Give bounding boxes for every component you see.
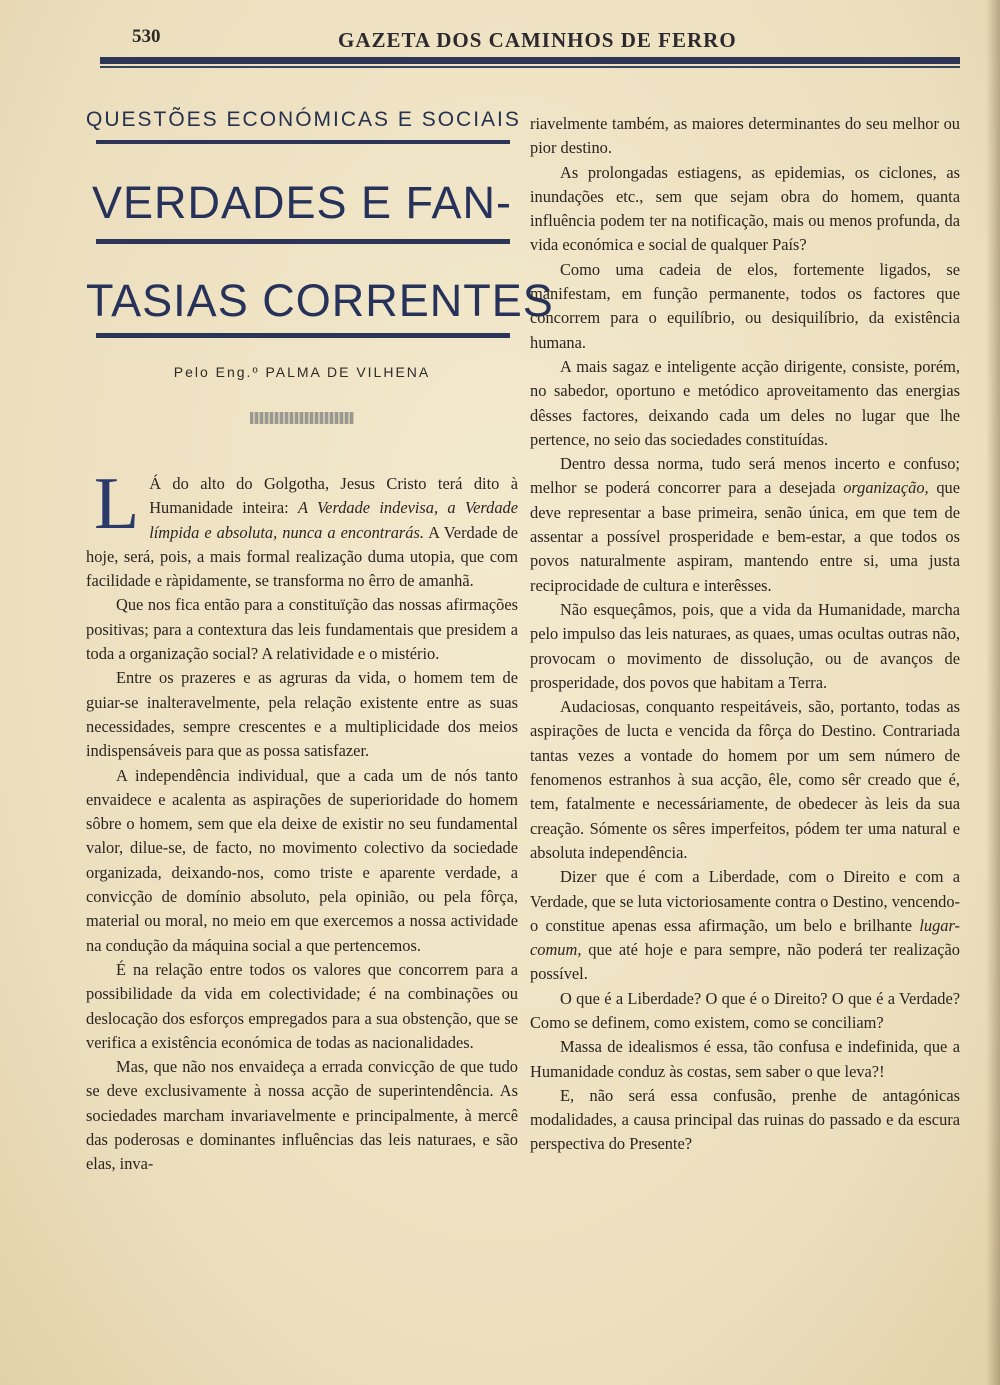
paragraph: Que nos fica então para a constituïção das nossas afirmações positivas; para a contextura das leis fundamentais que presidem a toda a organização social? A relatividade e o mistério. [86, 595, 518, 664]
left-body-text [86, 463, 518, 1177]
paragraph-text: que até hoje e para sempre, não poderá ter realização possível. [530, 940, 960, 984]
header-rule [100, 57, 960, 64]
paragraph: Massa de idealismos é essa, tão confusa e indefinida, que a Humanidade conduz às costas, sem saber o que leva?! [530, 1037, 960, 1081]
title-rule-2 [96, 333, 510, 338]
article-title-line-1: VERDADES E FAN- [91, 177, 513, 228]
paragraph: O que é a Liberdade? O que é o Direito? O que é a Verdade? Como se definem, como existem, como se conciliam? [530, 988, 960, 1032]
paragraph-text: Á do alto do Golgotha, Jesus Cristo terá dito à Humanidade inteira: [149, 474, 518, 518]
paragraph: Entre os prazeres e as agruras da vida, o homem tem de guiar-se inalteravelmente, pela relação existente entre as suas necessidades, sempre crescentes e a multiplicidade dos meios indispensáveis para que as possa satisfazer. [86, 668, 518, 761]
paragraph: A independência individual, que a cada um de nós tanto envaidece e acalenta as aspirações de superioridade do homem sôbre o homem, sem que ela deixe de existir no seu fundamental valor, dilue-se, de facto, no movimento colectivo da sociedade organizada, deixando-nos, como triste e aparente verdade, a convicção de domínio absoluto, pela opinião, ou pela fôrça, material ou moral, no meio em que exercemos a nossa actividade na condução da máquina social a que pertencemos. [86, 765, 518, 955]
paragraph: E, não será essa confusão, prenhe de antagónicas modalidades, a causa principal das ruinas do passado e da escura perspectiva do Presente? [530, 1085, 960, 1154]
article-title-line-2: TASIAS CORRENTES [86, 275, 554, 326]
page-edge-shadow [986, 0, 1000, 1385]
italic-term: organização, [843, 478, 929, 498]
paragraph: Como uma cadeia de elos, fortemente ligados, se manifestam, em função permanente, todos os factores que concorrem para o equilíbrio, ou desiquilíbrio, da existência humana. [530, 259, 960, 352]
paragraph [86, 463, 518, 593]
page-header [100, 22, 960, 56]
paragraph-text: Dentro dessa norma, tudo será menos incerto e confuso; melhor se poderá concorrer para a desejada [530, 454, 960, 498]
italic-quote: A Verdade indevisa, a Verdade límpida e absoluta, nunca a encontrarás. [149, 498, 518, 542]
paragraph: riavelmente também, as maiores determinantes do seu melhor ou pior destino. [530, 114, 960, 158]
section-label: QUESTÕES ECONÓMICAS E SOCIAIS [86, 108, 521, 131]
italic-term: lugar-comum, [530, 915, 960, 960]
paragraph: As prolongadas estiagens, as epidemias, os ciclones, as inundações etc., sem que sejam obra do homem, quanta influência podem ter na notificação, mais ou menos profunda, da vida económica e social de qualquer País? [530, 162, 960, 255]
paragraph-text: A Verdade de hoje, será, pois, a mais formal realização duma utopia, que com facilidade e ràpidamente, se transforma no êrro de amanhã. [86, 522, 518, 591]
paragraph [530, 865, 960, 986]
right-column [530, 112, 960, 1157]
running-title: GAZETA DOS CAMINHOS DE FERRO [338, 28, 737, 52]
header-rule-thin [100, 66, 960, 68]
section-rule [96, 140, 510, 144]
paragraph: É na relação entre todos os valores que concorrem para a possibilidade da vida em colectividade; é na combinações ou deslocação dos esforços empregados para a sua obstenção, que se verifica a existência económica de todas as nacionalidades. [86, 959, 518, 1052]
ornament-divider [250, 412, 354, 424]
page-number: 530 [132, 26, 161, 47]
paragraph: Mas, que não nos envaideça a errada convicção de que tudo se deve exclusivamente à nossa acção de superintendência. As sociedades marcham invariavelmente e principalmente, à mercê das poderosas e dominantes influências das leis naturaes, e são elas, inva- [86, 1057, 518, 1174]
paragraph: Audaciosas, conquanto respeitáveis, são, portanto, todas as aspirações de lucta e vencida da fôrça do Destino. Contrariada tantas vezes a vontade do homem por um sem número de fenomenos estranhos à sua acção, êle, como sêr creado que é, tem, fatalmente e necessáriamente, de obedecer às leis da sua creação. Sómente os sêres imperfeitos, pódem ter uma natural e absoluta independência. [530, 697, 960, 862]
paragraph: Não esqueçâmos, pois, que a vida da Humanidade, marcha pelo impulso das leis naturaes, as quaes, umas ocultas outras não, provocam o movimento de dissolução, ou de avanços de prosperidade, dos povos que habitam a Terra. [530, 599, 960, 692]
right-body-text [530, 112, 960, 1157]
paragraph-text: Dizer que é com a Liberdade, com o Direito e com a Verdade, que se luta victoriosamente contra o Destino, vencendo-o constitue apenas essa afirmação, um belo e brilhante [530, 867, 960, 935]
paragraph-text: que deve representar a base primeira, senão única, em que tem de assentar a possível prosperidade e bem-estar, a que todos os povos naturalmente aspiram, mantendo entre si, uma justa reciprocidade de cultura e interêsses. [530, 478, 960, 595]
title-rule-1 [96, 239, 510, 244]
paragraph: A mais sagaz e inteligente acção dirigente, consiste, porém, no sabedor, oportuno e metódico aproveitamento das energias dêsses factores, deixando cada um deles no lugar que lhe pertence, no seio das sociedades constituídas. [530, 356, 960, 449]
paragraph [530, 452, 960, 598]
author-byline: Pelo Eng.º PALMA DE VILHENA [173, 364, 431, 380]
left-column [86, 104, 554, 1177]
drop-cap: L [94, 463, 140, 545]
